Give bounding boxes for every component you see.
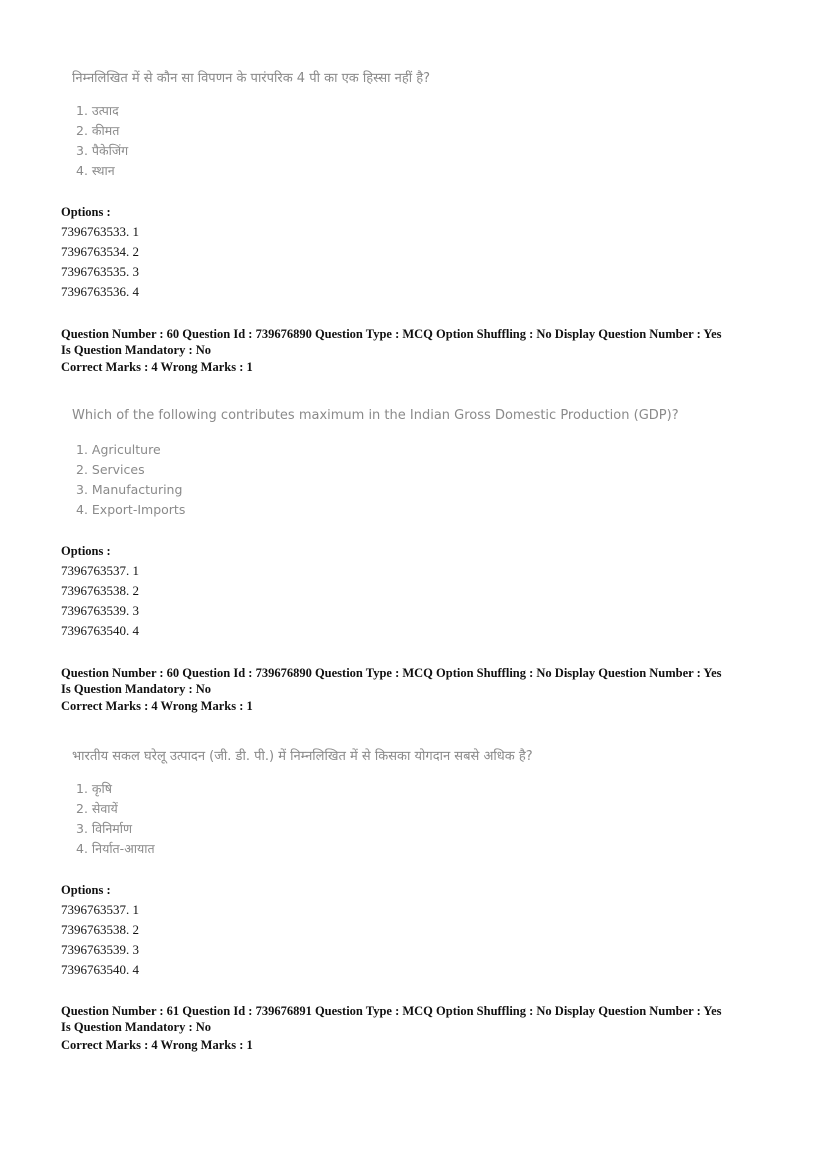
option-id: 7396763537. 1 [61, 902, 139, 917]
question-image-option: 4. Export-Imports [76, 502, 186, 517]
option-id: 7396763535. 3 [61, 264, 139, 279]
option-id: 7396763533. 1 [61, 224, 139, 239]
options-label: Options : [61, 883, 111, 897]
options-label: Options : [61, 205, 111, 219]
option-id: 7396763537. 1 [61, 563, 139, 578]
question-image-title: Which of the following contributes maximum in the Indian Gross Domestic Production (GDP)? [72, 408, 679, 423]
option-id: 7396763539. 3 [61, 942, 139, 957]
option-id: 7396763538. 2 [61, 583, 139, 598]
option-id: 7396763534. 2 [61, 244, 139, 259]
question-header: Question Number : 60 Question Id : 739676890 Question Type : MCQ Option Shuffling : No Display Question Number : Yes [61, 666, 722, 680]
question-image-option: 2. कीमत [76, 123, 120, 138]
option-id: 7396763539. 3 [61, 603, 139, 618]
question-image-option: 1. Agriculture [76, 442, 161, 457]
question-mandatory: Is Question Mandatory : No [61, 343, 212, 357]
options-label: Options : [61, 544, 111, 558]
option-id: 7396763538. 2 [61, 922, 139, 937]
question-header: Question Number : 61 Question Id : 739676891 Question Type : MCQ Option Shuffling : No Display Question Number : Yes [61, 1004, 722, 1018]
option-id: 7396763540. 4 [61, 962, 139, 977]
question-image-option: 4. स्थान [76, 163, 115, 178]
question-marks: Correct Marks : 4 Wrong Marks : 1 [61, 699, 253, 713]
option-id: 7396763540. 4 [61, 623, 139, 638]
question-mandatory: Is Question Mandatory : No [61, 1020, 212, 1034]
question-image-title: भारतीय सकल घरेलू उत्पादन (जी. डी. पी.) में निम्नलिखित में से किसका योगदान सबसे अधिक है? [72, 749, 533, 764]
question-image-option: 1. कृषि [76, 781, 112, 796]
question-image-option: 2. Services [76, 462, 145, 477]
question-image-option: 3. Manufacturing [76, 482, 183, 497]
question-marks: Correct Marks : 4 Wrong Marks : 1 [61, 1038, 253, 1052]
question-image-title: निम्नलिखित में से कौन सा विपणन के पारंपरिक 4 पी का एक हिस्सा नहीं है? [72, 71, 431, 86]
option-id: 7396763536. 4 [61, 284, 139, 299]
question-marks: Correct Marks : 4 Wrong Marks : 1 [61, 360, 253, 374]
question-image-option: 4. निर्यात-आयात [76, 841, 155, 856]
question-image-option: 3. पैकेजिंग [76, 143, 129, 158]
question-image-option: 2. सेवायें [76, 801, 118, 816]
question-header: Question Number : 60 Question Id : 739676890 Question Type : MCQ Option Shuffling : No Display Question Number : Yes [61, 327, 722, 341]
question-image-option: 3. विनिर्माण [76, 821, 133, 836]
question-image-option: 1. उत्पाद [76, 103, 119, 118]
question-mandatory: Is Question Mandatory : No [61, 682, 212, 696]
